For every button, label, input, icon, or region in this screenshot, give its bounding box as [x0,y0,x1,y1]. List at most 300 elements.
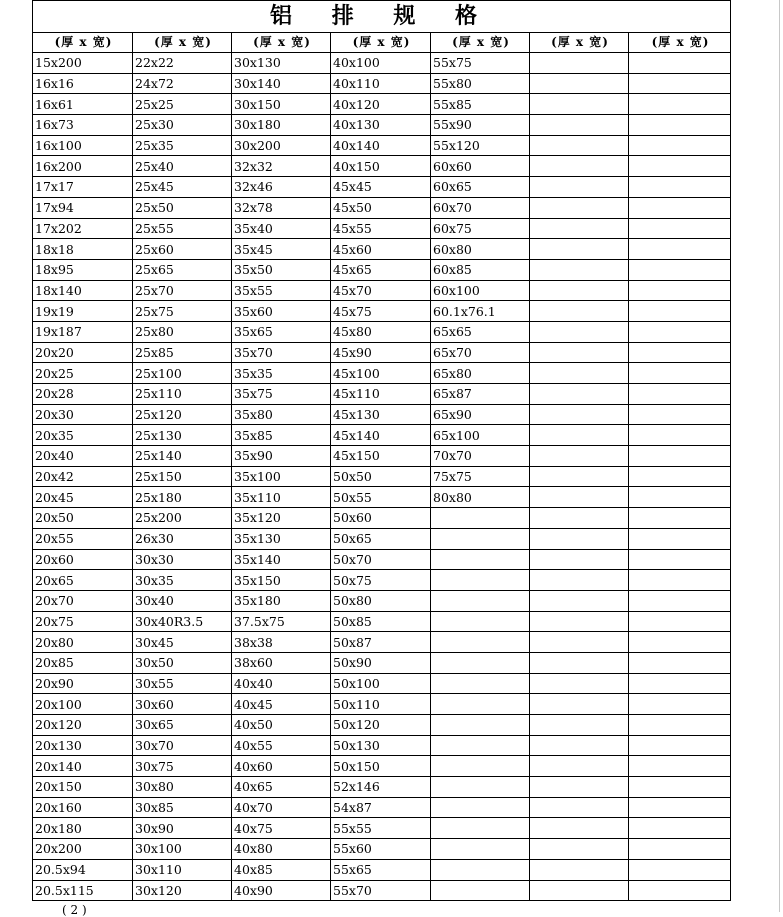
table-row [33,363,731,384]
table-row [33,53,731,74]
spec-cell: 25x110 [133,384,232,405]
spec-cell: 55x80 [431,73,530,94]
spec-cell: 25x140 [133,446,232,467]
table-row [33,715,731,736]
spec-cell: 35x55 [232,280,331,301]
table-row [33,652,731,673]
spec-cell: 45x150 [331,446,431,467]
spec-cell: 50x75 [331,570,431,591]
spec-cell [629,859,731,880]
column-header: (厚 x 宽) [629,33,731,53]
spec-cell: 40x85 [232,859,331,880]
spec-cell [530,94,629,115]
spec-cell [629,818,731,839]
column-header: (厚 x 宽) [530,33,629,53]
spec-cell [530,115,629,136]
spec-cell: 35x75 [232,384,331,405]
spec-cell: 20x150 [33,777,133,798]
spec-cell [530,487,629,508]
spec-cell: 35x90 [232,446,331,467]
spec-cell: 45x60 [331,239,431,260]
table-row [33,859,731,880]
spec-cell: 30x60 [133,694,232,715]
table-row [33,301,731,322]
spec-cell: 16x16 [33,73,133,94]
spec-cell: 17x17 [33,177,133,198]
spec-cell [629,94,731,115]
spec-cell: 25x150 [133,466,232,487]
spec-cell: 40x40 [232,673,331,694]
spec-cell: 30x50 [133,652,232,673]
spec-cell [530,859,629,880]
table-body [33,53,731,901]
table-row [33,756,731,777]
table-row [33,177,731,198]
table-row [33,404,731,425]
spec-cell: 50x87 [331,632,431,653]
spec-cell: 45x100 [331,363,431,384]
spec-cell [530,528,629,549]
spec-cell [629,735,731,756]
spec-sheet [32,0,730,901]
spec-cell: 20x40 [33,446,133,467]
table-row [33,777,731,798]
spec-cell [629,384,731,405]
spec-cell: 20x70 [33,590,133,611]
spec-cell: 60x100 [431,280,530,301]
spec-cell: 25x65 [133,259,232,280]
spec-cell [530,342,629,363]
spec-cell: 45x80 [331,321,431,342]
spec-cell [629,528,731,549]
spec-cell: 40x110 [331,73,431,94]
spec-cell: 30x75 [133,756,232,777]
spec-cell: 50x110 [331,694,431,715]
spec-cell: 25x70 [133,280,232,301]
spec-cell: 60x85 [431,259,530,280]
spec-cell: 50x60 [331,508,431,529]
spec-cell [629,673,731,694]
spec-cell [629,404,731,425]
spec-cell [530,73,629,94]
spec-cell: 25x60 [133,239,232,260]
spec-cell [530,880,629,901]
spec-cell [629,570,731,591]
spec-cell: 35x45 [232,239,331,260]
spec-cell: 35x85 [232,425,331,446]
spec-cell: 30x120 [133,880,232,901]
spec-cell: 50x50 [331,466,431,487]
spec-cell: 20x35 [33,425,133,446]
spec-cell: 30x90 [133,818,232,839]
spec-cell: 40x120 [331,94,431,115]
spec-cell: 25x180 [133,487,232,508]
column-header: (厚 x 宽) [232,33,331,53]
spec-cell: 60.1x76.1 [431,301,530,322]
spec-cell: 25x30 [133,115,232,136]
spec-cell: 20x85 [33,652,133,673]
spec-cell: 40x50 [232,715,331,736]
spec-cell [530,508,629,529]
spec-cell [629,135,731,156]
spec-cell: 45x45 [331,177,431,198]
table-row [33,446,731,467]
spec-cell: 25x200 [133,508,232,529]
spec-cell [431,715,530,736]
spec-cell: 30x45 [133,632,232,653]
spec-cell: 30x40R3.5 [133,611,232,632]
spec-cell [629,777,731,798]
spec-cell: 55x120 [431,135,530,156]
spec-cell [530,570,629,591]
spec-cell: 25x130 [133,425,232,446]
spec-cell: 30x55 [133,673,232,694]
spec-cell: 20x130 [33,735,133,756]
spec-cell [530,384,629,405]
spec-cell: 45x130 [331,404,431,425]
spec-cell: 30x80 [133,777,232,798]
spec-cell: 30x40 [133,590,232,611]
spec-cell [530,197,629,218]
spec-cell: 30x130 [232,53,331,74]
spec-cell: 20.5x94 [33,859,133,880]
spec-cell: 20x100 [33,694,133,715]
page-edge-divider [779,0,780,912]
spec-cell: 20x120 [33,715,133,736]
spec-cell [431,611,530,632]
spec-cell [431,590,530,611]
table-row [33,280,731,301]
table-row [33,197,731,218]
spec-cell: 20x50 [33,508,133,529]
spec-cell: 55x60 [331,839,431,860]
spec-cell: 40x45 [232,694,331,715]
spec-cell [530,259,629,280]
spec-cell [629,797,731,818]
spec-cell [530,404,629,425]
spec-cell: 16x200 [33,156,133,177]
spec-cell: 60x70 [431,197,530,218]
spec-cell: 30x150 [232,94,331,115]
spec-cell: 65x70 [431,342,530,363]
spec-cell [629,177,731,198]
spec-cell: 32x46 [232,177,331,198]
spec-cell: 35x40 [232,218,331,239]
spec-cell: 32x78 [232,197,331,218]
spec-cell [629,239,731,260]
spec-cell [431,694,530,715]
spec-cell: 45x55 [331,218,431,239]
spec-cell: 26x30 [133,528,232,549]
spec-cell: 50x80 [331,590,431,611]
spec-cell: 40x70 [232,797,331,818]
spec-cell [629,218,731,239]
spec-cell [530,425,629,446]
spec-cell: 45x90 [331,342,431,363]
column-header: (厚 x 宽) [33,33,133,53]
spec-cell [530,611,629,632]
spec-cell: 35x50 [232,259,331,280]
spec-cell: 20x20 [33,342,133,363]
spec-cell [530,777,629,798]
table-row [33,694,731,715]
spec-cell: 55x65 [331,859,431,880]
spec-cell: 65x65 [431,321,530,342]
spec-cell [629,301,731,322]
spec-cell: 38x38 [232,632,331,653]
spec-cell [530,839,629,860]
spec-cell: 55x75 [431,53,530,74]
spec-cell [530,694,629,715]
spec-cell [530,797,629,818]
spec-cell: 55x90 [431,115,530,136]
spec-cell [629,115,731,136]
spec-cell: 37.5x75 [232,611,331,632]
spec-cell: 19x19 [33,301,133,322]
spec-cell: 35x110 [232,487,331,508]
spec-cell: 45x140 [331,425,431,446]
spec-cell: 20x180 [33,818,133,839]
spec-cell: 65x80 [431,363,530,384]
spec-cell: 40x130 [331,115,431,136]
spec-cell: 16x100 [33,135,133,156]
spec-cell: 45x65 [331,259,431,280]
spec-cell [431,777,530,798]
spec-cell: 60x60 [431,156,530,177]
spec-cell: 40x60 [232,756,331,777]
spec-cell: 25x55 [133,218,232,239]
spec-cell: 15x200 [33,53,133,74]
spec-cell: 30x30 [133,549,232,570]
spec-cell [431,673,530,694]
spec-cell: 18x95 [33,259,133,280]
spec-cell: 55x70 [331,880,431,901]
column-header: (厚 x 宽) [331,33,431,53]
spec-cell [431,797,530,818]
spec-cell: 20x90 [33,673,133,694]
spec-cell [530,53,629,74]
spec-cell [530,590,629,611]
spec-cell: 25x50 [133,197,232,218]
spec-cell [530,466,629,487]
spec-cell: 35x35 [232,363,331,384]
spec-cell: 35x65 [232,321,331,342]
spec-cell [629,197,731,218]
spec-cell: 60x80 [431,239,530,260]
spec-cell [629,487,731,508]
spec-cell: 20x55 [33,528,133,549]
spec-cell: 22x22 [133,53,232,74]
spec-cell: 17x202 [33,218,133,239]
spec-cell [530,363,629,384]
spec-cell [629,590,731,611]
spec-cell [530,446,629,467]
spec-cell [431,818,530,839]
table-row [33,239,731,260]
spec-cell: 17x94 [33,197,133,218]
spec-cell [629,446,731,467]
spec-cell: 35x80 [232,404,331,425]
spec-cell [629,53,731,74]
spec-cell [530,321,629,342]
table-row [33,880,731,901]
spec-cell: 30x70 [133,735,232,756]
spec-cell [431,735,530,756]
spec-cell [530,549,629,570]
spec-cell [530,632,629,653]
spec-cell: 30x140 [232,73,331,94]
table-row [33,590,731,611]
spec-cell [431,839,530,860]
spec-cell [431,756,530,777]
spec-table [32,0,731,901]
spec-cell [530,818,629,839]
table-row [33,94,731,115]
spec-cell: 50x100 [331,673,431,694]
table-row [33,115,731,136]
spec-cell: 65x87 [431,384,530,405]
spec-cell: 25x120 [133,404,232,425]
spec-cell [629,611,731,632]
spec-cell [629,363,731,384]
spec-cell [530,715,629,736]
spec-cell: 20x75 [33,611,133,632]
table-row [33,818,731,839]
table-row [33,466,731,487]
spec-cell: 38x60 [232,652,331,673]
spec-cell [629,715,731,736]
spec-cell: 50x150 [331,756,431,777]
column-header: (厚 x 宽) [133,33,232,53]
spec-cell: 70x70 [431,446,530,467]
table-row [33,839,731,860]
spec-cell: 25x35 [133,135,232,156]
spec-cell: 19x187 [33,321,133,342]
spec-cell [629,508,731,529]
table-row [33,342,731,363]
table-row [33,528,731,549]
spec-cell: 35x60 [232,301,331,322]
spec-cell: 20x140 [33,756,133,777]
spec-cell [629,156,731,177]
spec-cell: 30x180 [232,115,331,136]
spec-cell: 40x80 [232,839,331,860]
spec-cell: 18x18 [33,239,133,260]
spec-cell [629,549,731,570]
spec-cell [629,652,731,673]
spec-cell [431,570,530,591]
table-row [33,425,731,446]
spec-cell: 30x35 [133,570,232,591]
spec-cell [629,342,731,363]
spec-cell [530,239,629,260]
spec-cell: 20x30 [33,404,133,425]
spec-cell [629,756,731,777]
spec-cell [431,632,530,653]
spec-cell: 30x100 [133,839,232,860]
table-row [33,673,731,694]
spec-cell [431,880,530,901]
spec-cell: 60x65 [431,177,530,198]
table-row [33,218,731,239]
spec-cell: 25x100 [133,363,232,384]
spec-cell [431,528,530,549]
spec-cell: 50x130 [331,735,431,756]
table-row [33,735,731,756]
spec-cell: 45x110 [331,384,431,405]
spec-cell: 16x61 [33,94,133,115]
spec-cell: 25x25 [133,94,232,115]
spec-cell: 20x65 [33,570,133,591]
spec-cell [530,218,629,239]
spec-cell [629,73,731,94]
spec-cell: 30x65 [133,715,232,736]
spec-cell: 20x45 [33,487,133,508]
spec-cell: 35x100 [232,466,331,487]
spec-cell [530,652,629,673]
spec-cell: 18x140 [33,280,133,301]
spec-cell [431,549,530,570]
spec-cell: 45x70 [331,280,431,301]
column-header: (厚 x 宽) [431,33,530,53]
spec-cell: 25x80 [133,321,232,342]
spec-cell: 20x160 [33,797,133,818]
spec-cell [629,466,731,487]
spec-cell [530,673,629,694]
spec-cell: 54x87 [331,797,431,818]
table-row [33,611,731,632]
spec-cell [629,839,731,860]
spec-cell: 50x65 [331,528,431,549]
spec-cell [530,177,629,198]
spec-cell: 20x42 [33,466,133,487]
spec-cell: 50x70 [331,549,431,570]
spec-cell: 30x110 [133,859,232,880]
spec-cell: 65x100 [431,425,530,446]
spec-cell [629,694,731,715]
spec-cell: 50x85 [331,611,431,632]
spec-cell: 40x140 [331,135,431,156]
spec-cell: 35x150 [232,570,331,591]
spec-cell: 20.5x115 [33,880,133,901]
spec-cell: 25x45 [133,177,232,198]
table-row [33,487,731,508]
spec-cell: 45x75 [331,301,431,322]
table-row [33,549,731,570]
spec-cell: 25x75 [133,301,232,322]
page-number: ( 2 ) [62,903,87,917]
spec-cell: 20x60 [33,549,133,570]
spec-cell [431,859,530,880]
spec-cell [530,135,629,156]
table-row [33,384,731,405]
spec-cell: 50x55 [331,487,431,508]
spec-cell [629,632,731,653]
spec-cell: 40x100 [331,53,431,74]
spec-cell: 45x50 [331,197,431,218]
table-row [33,259,731,280]
spec-cell [530,280,629,301]
spec-cell: 30x85 [133,797,232,818]
spec-cell: 20x200 [33,839,133,860]
column-header-row [33,33,731,53]
table-row [33,156,731,177]
spec-cell: 24x72 [133,73,232,94]
spec-cell [530,156,629,177]
spec-cell [629,259,731,280]
table-row [33,570,731,591]
spec-cell: 40x75 [232,818,331,839]
